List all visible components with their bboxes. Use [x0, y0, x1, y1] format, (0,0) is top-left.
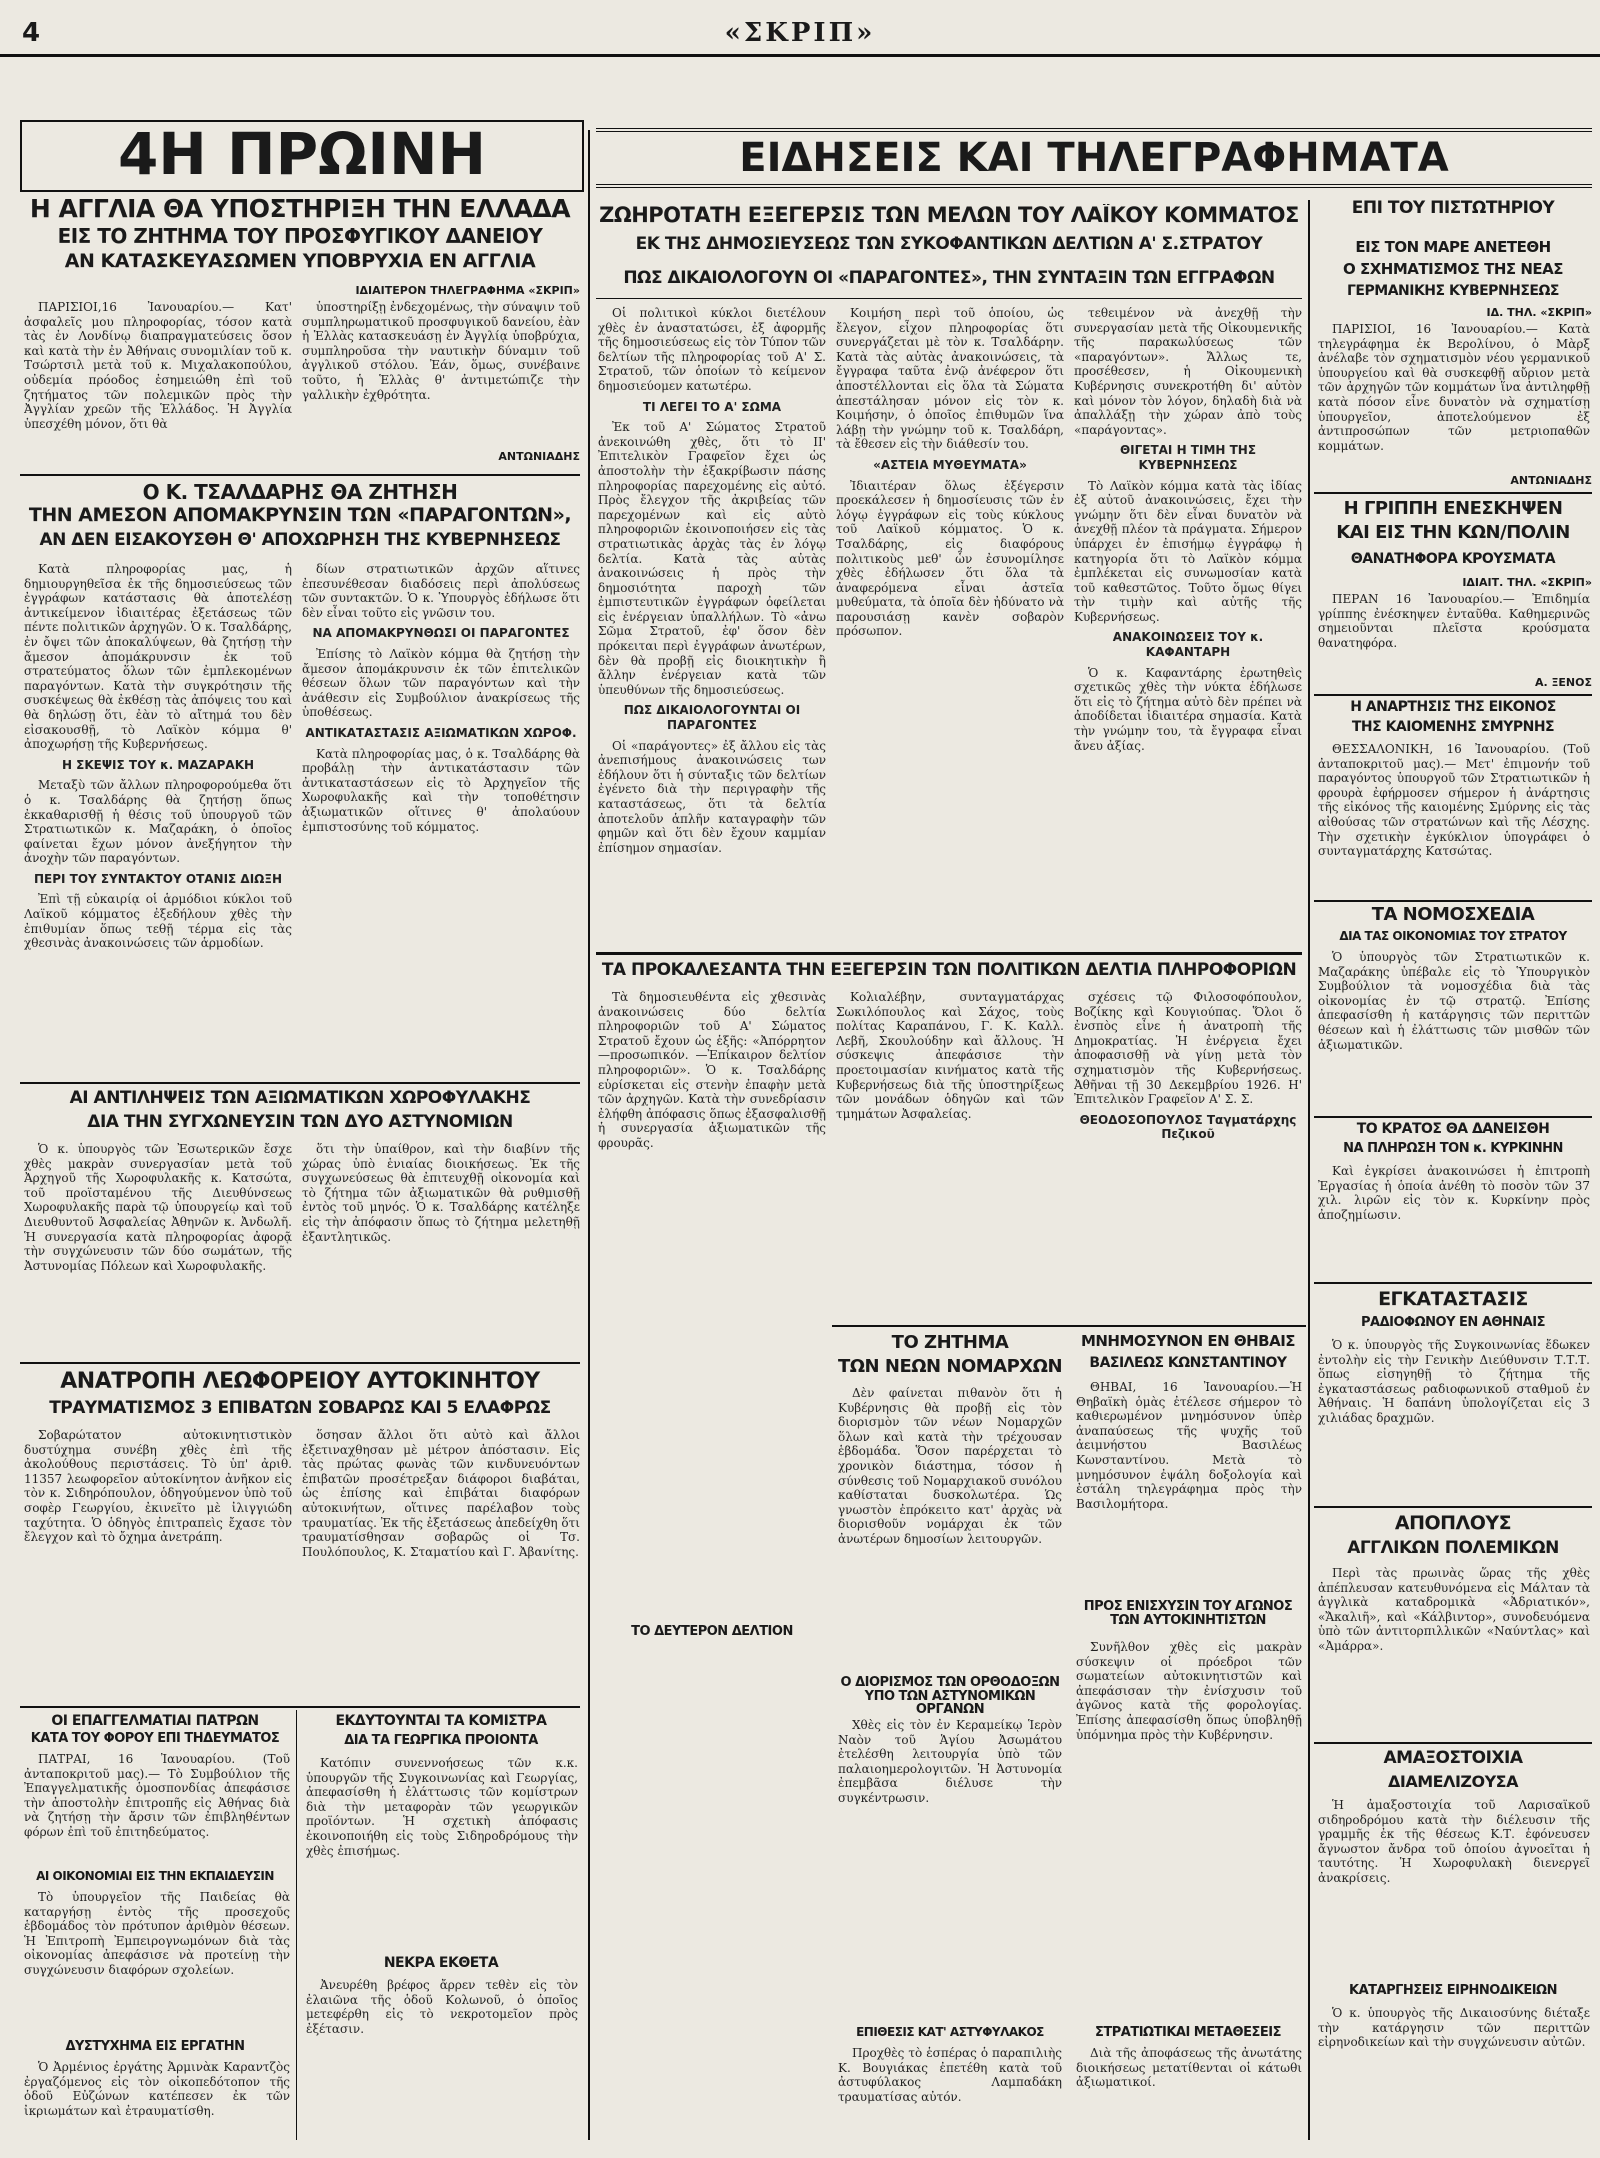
byline: ΙΔΙΑΙΤ. ΤΗΛ. «ΣΚΡΙΠ»	[1462, 576, 1592, 589]
rail-subheadline: ΔΙΑΜΕΛΙΖΟΥΣΑ	[1387, 1774, 1518, 1791]
divider	[1314, 492, 1592, 494]
subheading: ΠΩΣ ΔΙΚΑΙΟΛΟΓΟΥΝΤΑΙ ΟΙ ΠΑΡΑΓΟΝΤΕΣ	[623, 703, 801, 733]
paragraph: Οἱ «παράγοντες» ἐξ ἄλλου εἰς τὰς ἀνεπισήμους ἀνακοινώσεις των ἐδήλουν ὅτι ἡ σύνταξις τῶν δελτίων ἐγένετο διὰ τὴν περιγραφὴν τῆς καταστάσεως, ὅτι τὰ δελτία ἀποτελοῦν ἁπλῆν καταγραφὴν τῶν φημῶν καὶ ὅτι δὲν ἔχουν καμμίαν ἐπίσημον σημασίαν.	[598, 738, 826, 855]
divider	[20, 1082, 580, 1084]
divider	[1314, 1506, 1592, 1508]
bus-headline: ΑΝΑΤΡΟΠΗ ΛΕΩΦΟΡΕΙΟΥ ΑΥΤΟΚΙΝΗΤΟΥ	[60, 1370, 540, 1394]
article-text	[1318, 742, 1590, 892]
article-text	[598, 990, 826, 1620]
divider	[20, 474, 580, 476]
article-text	[24, 1142, 292, 1352]
lead-subheadline: ΕΙΣ ΤΟ ΖΗΤΗΜΑ ΤΟΥ ΠΡΟΣΦΥΓΙΚΟΥ ΔΑΝΕΙΟΥ	[57, 226, 543, 247]
state-subheadline: ΝΑ ΠΛΗΡΩΣΗ ΤΟΝ κ. ΚΥΡΚΙΝΗΝ	[1343, 1142, 1563, 1156]
paragraph: Κατόπιν συνεννοήσεως τῶν κ.κ. ὑπουργῶν τῆς Συγκοινωνίας καὶ Γεωργίας, ἀπεφασίσθη ἡ ἐλάττωσις τῶν κομίστρων διὰ τὴν μεταφορὰν τῶν γεωργικῶν προϊόντων. Ἡ σχετικὴ ἀπόφασις ἐκοινοποιήθη εἰς τοὺς Σιδηροδρόμους τὴν χθὲς ἐπισήμως.	[306, 1756, 578, 1858]
icon-headline: Η ΑΝΑΡΤΗΣΙΣ ΤΗΣ ΕΙΚΟΝΟΣ	[1350, 700, 1556, 715]
paragraph: ΘΕΣΣΑΛΟΝΙΚΗ, 16 Ἰανουαρίου. (Τοῦ ἀνταποκριτοῦ μας).— Μετ' ἐπιμονήν τοῦ παραγόντος ὑπουργοῦ τῶν Στρατιωτικῶν ἡ φρουρὰ ἐφήρμοσεν σήμερον ἡ ἀνάρτησις τῆς εἰκόνος τῆς καιομένης Σμύρνης εἰς τὰς αἰθούσας τῶν στρατώνων καὶ τῆς Λέσχης. Τὴν σχετικὴν ἐγκύκλιον ὑπογράφει ὁ συνταγματάρχης Κατσώτας.	[1318, 742, 1590, 859]
assault-headline: ΕΠΙΘΕΣΙΣ ΚΑΤ' ΑΣΤΥΦΥΛΑΚΟΣ	[856, 2026, 1044, 2039]
courts-headline: ΚΑΤΑΡΓΗΣΕΙΣ ΕΙΡΗΝΟΔΙΚΕΙΩΝ	[1349, 1984, 1557, 1998]
divider	[1070, 1325, 1306, 1327]
divider	[20, 1362, 580, 1364]
paragraph: ὑποστηρίξῃ ἐνδεχομένως, τὴν σύναψιν τοῦ συμπληρωματικοῦ προσφυγικοῦ δανείου, ἐὰν ἡ Ἑλλὰς κατασκευάσῃ ἐν Ἀγγλίᾳ ὑποβρύχια, συμπληροῦσα τὴν ναυτικὴν δύναμιν τοῦ ἀγγλικοῦ στόλου. Ἐάν, ὅμως, συνέβαινε τοῦτο, ἡ Ἑλλὰς θ' ἀντιμετώπιζε τὴν γαλλικὴν ἐχθρότητα.	[302, 300, 580, 402]
subheading: ΘΙΓΕΤΑΙ Η ΤΙΜΗ ΤΗΣ ΚΥΒΕΡΝΗΣΕΩΣ	[1119, 443, 1257, 472]
article-text	[1318, 592, 1590, 672]
fares-subheadline: ΔΙΑ ΤΑ ΓΕΩΡΓΙΚΑ ΠΡΟΪΟΝΤΑ	[344, 1734, 538, 1748]
workers-headline: ΔΥΣΤΥΧΗΜΑ ΕΙΣ ΕΡΓΑΤΗΝ	[65, 2040, 245, 2054]
byline: ΙΔΙΑΙΤΕΡΟΝ ΤΗΛΕΓΡΑΦΗΜΑ «ΣΚΡΙΠ»	[355, 284, 580, 297]
paragraph: Ἐπίσης τὸ Λαϊκὸν κόμμα θὰ ζητήσῃ τὴν ἄμεσον ἀπομάκρυνσιν ἐκ τῶν ἐπιτελικῶν θέσεων ὅλων τῶν παραγόντων καὶ τὴν ἀνάθεσιν εἰς Συμβούλιον ἀνακρίσεως τῆς ὑποθέσεως.	[302, 646, 580, 720]
laws-headline: ΤΑ ΝΟΜΟΣΧΕΔΙΑ	[1371, 906, 1535, 925]
divider	[832, 1325, 1072, 1327]
bus-subheadline: ΤΡΑΥΜΑΤΙΣΜΟΣ 3 ΕΠΙΒΑΤΩΝ ΣΟΒΑΡΩΣ ΚΑΙ 5 ΕΛΑΦΡΩΣ	[49, 1400, 551, 1418]
radio-subheadline: ΡΑΔΙΟΦΩΝΟΥ ΕΝ ΑΘΗΝΑΙΣ	[1361, 1316, 1545, 1330]
divider	[1314, 1116, 1592, 1118]
drivers-headline: ΠΡΟΣ ΕΝΙΣΧΥΣΙΝ ΤΟΥ ΑΓΩΝΟΣ ΤΩΝ ΑΥΤΟΚΙΝΗΤΙΣΤΩΝ	[1083, 1600, 1293, 1628]
article-text	[838, 2046, 1062, 2138]
article-text	[1318, 1338, 1590, 1498]
article-text	[302, 300, 580, 446]
paragraph: Ἀνευρέθη βρέφος ἄρρεν τεθὲν εἰς τὸν ἐλαιῶνα τῆς ὁδοῦ Κολωνοῦ, ὁ ὁποῖος μετεφέρθη εἰς τὸ νεκροτομεῖον πρὸς ἐξέτασιν.	[306, 1978, 578, 2036]
paragraph: Ὁ κ. ὑπουργὸς τῆς Συγκοινωνίας ἔδωκεν ἐντολὴν εἰς τὴν Γενικὴν Διεύθυνσιν Τ.Τ.Τ. ὅπως εἰσηγηθῇ τὸ ζήτημα τῆς ἐγκαταστάσεως ραδιοφωνικοῦ σταθμοῦ ἐν Ἀθήναις. Ἡ δαπάνη ὑπολογίζεται εἰς 3 χιλιάδας δραχμῶν.	[1318, 1338, 1590, 1425]
paragraph: Ὁ Ἀρμένιος ἐργάτης Ἀρμινὰκ Καραντζὸς ἐργαζόμενος εἰς τὸν οἰκοπεδότοπον τῆς ὁδοῦ Εὐζώνων κατέπεσεν ἐκ τῶν ἰκριωμάτων καὶ ἐτραυματίσθη.	[24, 2060, 290, 2118]
divider	[1314, 900, 1592, 902]
paragraph: Δὲν φαίνεται πιθανὸν ὅτι ἡ Κυβέρνησις θὰ προβῇ εἰς τὸν διορισμὸν τῶν νέων Νομαρχῶν ὅλων καὶ κατὰ τὴν τρέχουσαν ἑβδομάδα. Ὅσον παρέρχεται τὸ χρονικὸν διάστημα, τόσον ἡ σύνθεσις τοῦ Νομαρχιακοῦ συνόλου καθίσταται δυσκολωτέρα. Ὡς γνωστὸν ἐπρόκειτο κατ' ἀρχὰς νὰ διορισθοῦν νομάρχαι ἐκ τῶν ἀνωτέρων δημοσίων λειτουργῶν.	[838, 1386, 1062, 1546]
divider	[596, 952, 1302, 955]
article-text	[1076, 2046, 1302, 2138]
article-text	[1318, 1566, 1590, 1736]
subheading: ΝΑ ΑΠΟΜΑΚΡΥΝΘΩΣΙ ΟΙ ΠΑΡΑΓΟΝΤΕΣ	[312, 626, 570, 641]
article-text	[24, 1890, 290, 2030]
article-text	[836, 306, 1064, 946]
paragraph: δίων στρατιωτικῶν ἀρχῶν αἵτινες ἐπεσυνέθεσαν διαδόσεις περὶ ἀπολύσεως τῶν συντακτῶν. Ὁ κ. Ὑπουργὸς ἐδήλωσε ὅτι δὲν εἶναι τοῦτο εἰς γνῶσιν του.	[302, 562, 580, 620]
article-text	[306, 1756, 578, 1946]
patras-subheadline: ΚΑΤΑ ΤΟΥ ΦΟΡΟΥ ΕΠΙ ΤΗΔΕΥΜΑΤΟΣ	[30, 1732, 280, 1746]
paragraph: Ὁ κ. ὑπουργὸς τῶν Ἐσωτερικῶν ἔσχε χθὲς μακρὰν συνεργασίαν μετὰ τοῦ Ἀρχηγοῦ τῆς Χωροφυλακῆς κ. Κατσώτα, τοῦ προϊσταμένου τῆς Διευθύνσεως Χωροφυλακῆς παρὰ τῷ ὑπουργείῳ καὶ τοῦ Διευθυντοῦ Ἀσφαλείας Ἀθηνῶν κ. Ἀνδωλῆ. Ἡ συνεργασία κατὰ πληροφορίας ἀφορᾷ τὴν συγχώνευσιν τῶν δύο σωμάτων, τῆς Ἀστυνομίας Πόλεων καὶ Χωροφυλακῆς.	[24, 1142, 292, 1273]
article-text	[302, 562, 580, 1076]
article-text	[306, 1978, 578, 2138]
paragraph: Κοιμήση περὶ τοῦ ὁποίου, ὡς ἔλεγον, εἶχον πληροφορίας ὅτι συνεργάζεται μὲ τὸν κ. Τσαλδάρην. Κατὰ τὰς αὐτὰς ἀνακοινώσεις, τὰ ἔγγραφα ταῦτα ἐνῷ ἀνέφερον ὅτι ἀποστέλλονται εἰς ὅλα τὰ Σώματα ἀπεστάλησαν μόνον εἰς τὸν κ. Κοιμήσην, ὁ ὁποῖος ἐπιθυμῶν ἵνα λάβῃ τὴν γνώμην τοῦ κ. Τσαλδάρη, τὰ ἔθεσεν εἰς τὴν διάθεσίν του.	[836, 306, 1064, 452]
second-bulletin-heading: ΤΟ ΔΕΥΤΕΡΟΝ ΔΕΛΤΙΟΝ	[631, 1625, 793, 1639]
paragraph: Τὸ ὑπουργεῖον τῆς Παιδείας θὰ καταργήσῃ ἐντὸς τῆς προσεχοῦς ἑβδομάδος τὸν πρότυπον ἀριθμὸν θέσεων. Ἡ Ἐπιτροπὴ Ἐμπειρογνωμόνων διὰ τὰς οἰκονομίας ἀπεφάσισε νὰ προτείνῃ τὴν συγχώνευσιν διαφόρων σχολείων.	[24, 1890, 290, 1977]
article-text	[24, 2060, 290, 2140]
nomarchs-subheadline: ΤΩΝ ΝΕΩΝ ΝΟΜΑΡΧΩΝ	[837, 1358, 1063, 1377]
paragraph: Καὶ ἐγκρίσει ἀνακοινώσει ἡ ἐπιτροπὴ Ἐργασίας ἡ ὁποία ἀνέθη τὸ ποσὸν τῶν 37 χιλ. λιρῶν εἰς τὸν κ. Κυρκίνην πρὸς ἀποζημίωσιν.	[1318, 1164, 1590, 1222]
gendarmerie-headline: ΑΙ ΑΝΤΙΛΗΨΕΙΣ ΤΩΝ ΑΞΙΩΜΑΤΙΚΩΝ ΧΩΡΟΦΥΛΑΚΗΣ	[69, 1090, 531, 1108]
article-text	[1074, 306, 1302, 946]
subheading: ΠΕΡΙ ΤΟΥ ΣΥΝΤΑΚΤΟΥ ΟΤΑΝΙΣ ΔΙΩΞΗ	[33, 871, 283, 886]
divider	[1314, 1282, 1592, 1284]
paragraph: Ἐπὶ τῇ εὐκαιρίᾳ οἱ ἁρμόδιοι κύκλοι τοῦ Λαϊκοῦ κόμματος ἐξεδήλουν χθὲς τὴν ἐπιθυμίαν ὅπως τεθῇ τέρμα εἰς τὰς χθεσινὰς ἀνακοινώσεις τῶν ἁρμοδίων.	[24, 892, 292, 951]
radio-headline: ΕΓΚΑΤΑΣΤΑΣΙΣ	[1378, 1290, 1528, 1310]
article-text	[1318, 1798, 1590, 1978]
signature: ΑΝΤΩΝΙΑΔΗΣ	[1510, 474, 1592, 487]
article-text	[24, 300, 292, 468]
article-text	[1318, 1164, 1590, 1274]
tsaldaris-subheadline: ΤΗΝ ΑΜΕΣΟΝ ΑΠΟΜΑΚΡΥΝΣΙΝ ΤΩΝ «ΠΑΡΑΓΟΝΤΩΝ»,	[28, 506, 572, 526]
column-rule	[1308, 200, 1310, 2140]
icon-subheadline: ΤΗΣ ΚΑΙΟΜΕΝΗΣ ΣΜΥΡΝΗΣ	[1351, 720, 1555, 735]
center-lead-subheadline: ΕΚ ΤΗΣ ΔΗΜΟΣΙΕΥΣΕΩΣ ΤΩΝ ΣΥΚΟΦΑΝΤΙΚΩΝ ΔΕΛΤΙΩΝ Α' Σ.ΣΤΡΑΤΟΥ	[635, 236, 1263, 254]
article-text	[24, 1428, 292, 1698]
nomarchs-headline: ΤΟ ΖΗΤΗΜΑ	[891, 1334, 1009, 1353]
paragraph: Ὁ κ. ὑπουργὸς τῆς Δικαιοσύνης διέταξε τὴν κατάργησιν τῶν περιττῶν εἰρηνοδικείων καὶ τὴν συγχώνευσιν αὐτῶν.	[1318, 2006, 1590, 2050]
laws-subheadline: ΔΙΑ ΤΑΣ ΟΙΚΟΝΟΜΙΑΣ ΤΟΥ ΣΤΡΑΤΟΥ	[1339, 930, 1567, 943]
center-lead-headline: ΖΩΗΡΟΤΑΤΗ ΕΞΕΓΕΡΣΙΣ ΤΩΝ ΜΕΛΩΝ ΤΟΥ ΛΑΪΚΟΥ ΚΟΜΜΑΤΟΣ	[599, 204, 1299, 227]
paragraph: Κατὰ πληροφορίας μας, ὁ κ. Τσαλδάρης θὰ προβάλῃ τὴν ἀντικατάστασιν τῶν ἀντικαταστάσεων εἰς τὸ Ἀρχηγεῖον τῆς Χωροφυλακῆς καὶ τὴν τοποθέτησιν ἀξιωματικῶν οἵτινες θ' ἀπολαύουν ἐμπιστοσύνης τοῦ κόμματος.	[302, 746, 580, 834]
paragraph: Τὸ Λαϊκὸν κόμμα κατὰ τὰς ἰδίας ἐξ αὐτοῦ ἀνακοινώσεις, ἔχει τὴν γνώμην ὅτι δὲν εἶναι δυνατὸν νὰ ἀνεχθῇ πλέον τὰ πράγματα. Σήμερον ὑπάρχει ἐν ἐπισήμῳ ἐγγράφῳ ἡ κατηγορία ὅτι τὸ Λαϊκὸν κόμμα ἐμπλέκεται εἰς συνωμοσίαν κατὰ τοῦ καθεστῶτος. Τοῦτο ὅμως θίγει τὴν τιμὴν καὶ αὐτῆς τῆς Κυβερνήσεως.	[1074, 478, 1302, 624]
article-text	[1076, 1640, 1302, 2010]
divider	[20, 1706, 580, 1708]
center-lead-subheadline: ΠΩΣ ΔΙΚΑΙΟΛΟΓΟΥΝ ΟΙ «ΠΑΡΑΓΟΝΤΕΣ», ΤΗΝ ΣΥΝΤΑΞΙΝ ΤΩΝ ΕΓΓΡΑΦΩΝ	[623, 270, 1275, 288]
paragraph: Ὁ κ. Καφαντάρης ἐρωτηθεὶς σχετικῶς χθὲς τὴν νύκτα ἐδήλωσε ὅτι εἰς τὸ ζήτημα αὐτὸ δὲν πρέπει νὰ ἀποδίδεται ἰδιαιτέρα σημασία. Κατὰ τὴν γνώμην του, τὰ ἔγγραφα εἶναι ἄνευ ἀξίας.	[1074, 665, 1302, 753]
divider	[1314, 694, 1592, 696]
article-text	[838, 1386, 1062, 1656]
paragraph: Συνῆλθον χθὲς εἰς μακρὰν σύσκεψιν οἱ πρόεδροι τῶν σωματείων αὐτοκινητιστῶν καὶ ἀπεφάσισαν τὴν ἐνίσχυσιν τοῦ ἀγῶνος κατὰ τῆς φορολογίας. Ἐπίσης ἀπεφασίσθη ὅπως ὑποβληθῇ ὑπόμνημα πρὸς τὴν Κυβέρνησιν.	[1076, 1640, 1302, 1742]
paragraph: Κολιαλέβην, συνταγματάρχας Σωκιλόπουλος καὶ Σάχος, τοὺς πολίτας Καραπάνου, Γ. Κ. Καλλ. Λεβῆ, Σκουλούδην καὶ ἄλλους. Ἡ σύσκεψις ἀπεφάσισε τὴν προετοιμασίαν κινήματος κατὰ τῆς Κυβερνήσεως διὰ τῆς ὑποστηρίξεως τῶν μονάδων ὁδηγῶν καὶ τῶν τμημάτων Ἀσφαλείας.	[836, 990, 1064, 1121]
paragraph: ΠΑΤΡΑΙ, 16 Ἰανουαρίου. (Τοῦ ἀνταποκριτοῦ μας).— Τὸ Συμβούλιον τῆς Ἐπαγγελματικῆς ὁμοσπονδίας ἀπεφάσισε τὴν ἀποστολὴν ἐπιτροπῆς εἰς Ἀθήνας διὰ νὰ ζητήσῃ τὴν ἄρσιν τῶν ἐπιβληθέντων φόρων ἐπὶ τοῦ ἐπιτηδεύματος.	[24, 1752, 290, 1839]
article-text	[838, 1718, 1062, 1938]
subheading: Η ΣΚΕΨΙΣ ΤΟΥ κ. ΜΑΖΑΡΑΚΗ	[61, 757, 255, 772]
bank-subheadline: ΓΕΡΜΑΝΙΚΗΣ ΚΥΒΕΡΝΗΣΕΩΣ	[1347, 284, 1559, 299]
foundling-headline: ΝΕΚΡΑ ΕΚΘΕΤΑ	[383, 1956, 499, 1971]
signature: Α. ΞΕΝΟΣ	[1534, 676, 1592, 689]
article-text	[1074, 990, 1302, 1320]
tsaldaris-subheadline: ΑΝ ΔΕΝ ΕΙΣΑΚΟΥΣΘΗ Θ' ΑΠΟΧΩΡΗΣΗ ΤΗΣ ΚΥΒΕΡΝΗΣΕΩΣ	[39, 532, 561, 550]
flu-subheadline: ΚΑΙ ΕΙΣ ΤΗΝ ΚΩΝ/ΠΟΛΙΝ	[1336, 524, 1570, 543]
masthead	[0, 18, 1600, 57]
thebes-headline: ΜΝΗΜΟΣΥΝΟΝ ΕΝ ΘΗΒΑΙΣ	[1080, 1334, 1296, 1350]
article-text	[1318, 2006, 1590, 2138]
tsaldaris-headline: Ο Κ. ΤΣΑΛΔΑΡΗΣ ΘΑ ΖΗΤΗΣΗ	[142, 482, 458, 503]
paragraph: Οἱ πολιτικοὶ κύκλοι διετέλουν χθὲς ἐν ἀναστατώσει, ἐξ ἀφορμῆς τῆς δημοσιεύσεως εἰς τὸν Τύπον τῶν δελτίων τῆς πληροφορίας τοῦ Α' Σ. Στρατοῦ, τῶν ὁποίων τὸ κείμενον δημοσιεύομεν κατωτέρω.	[598, 306, 826, 393]
transfers-headline: ΣΤΡΑΤΙΩΤΙΚΑΙ ΜΕΤΑΘΕΣΕΙΣ	[1095, 2026, 1281, 2040]
thebes-subheadline: ΒΑΣΙΛΕΩΣ ΚΩΝΣΤΑΝΤΙΝΟΥ	[1089, 1356, 1287, 1371]
paragraph: σχέσεις τῷ Φιλοσοφόπουλον, Βοζίκης καὶ Κουγιούπας. Ὅλοι ὅ ἐνσπὸς εἶνε ἡ ἀνατροπὴ τῆς Δημοκρατίας. Ἡ ἐνέργεια ἔχει ἀποφασισθῇ νὰ γίνῃ μετὰ τὸν σχηματισμὸν τῆς Κυβερνήσεως. Ἀθῆναι τῇ 30 Δεκεμβρίου 1926. Η' Ἐπιτελικὸν Γραφεῖον Α' Σ. Σ.	[1074, 990, 1302, 1107]
rail-headline: ΑΜΑΞΟΣΤΟΙΧΙΑ	[1383, 1750, 1523, 1768]
paragraph: τεθειμένον νὰ ἀνεχθῇ τὴν συνεργασίαν μετὰ τῆς Οἰκουμενικῆς τῆς παρακωλύσεως τῶν «παραγόντων». Ἄλλως τε, προσέθεσεν, ἡ Οἰκουμενικὴ Κυβέρνησις συνεκροτήθη δι' αὐτὸν καὶ μόνον τὸν λόγον, δηλαδὴ διὰ νὰ ἀπαλλάξῃ τὴν χώραν ἀπὸ τοὺς «παράγοντας».	[1074, 306, 1302, 437]
economy-headline: ΑΙ ΟΙΚΟΝΟΜΙΑΙ ΕΙΣ ΤΗΝ ΕΚΠΑΙΔΕΥΣΙΝ	[36, 1870, 274, 1883]
paragraph: Μεταξὺ τῶν ἄλλων πληροφορούμεθα ὅτι ὁ κ. Τσαλδάρης θὰ ζητήσῃ ὅπως ἐκκαθαρισθῇ ἡ θέσις τοῦ ὑπουργοῦ τῶν Στρατιωτικῶν κ. Μαζαράκη, ὁ ὁποῖος φαίνεται ἔχων μόνον ἀνεξήγητον τὴν ἀνοχὴν τῶν παραγόντων.	[24, 778, 292, 866]
paragraph: ὅσησαν ἄλλοι ὅτι αὐτὸ καὶ ἄλλοι ἐξετιναχθησαν μὲ μέτρον ἀπόστασιν. Εἰς τὰς πρώτας φωνὰς τῶν κινδυνευόντων ἐπιβατῶν προσέτρεξαν διάφοροι διαβάται, ὡς ἐπίσης καὶ ἐπιβάται διαφόρων αὐτοκινήτων, οἵτινες παρέλαβον τοὺς τραυματίας. Ἐκ τῆς ἐξετάσεως ἀπεδείχθη ὅτι τραυματίσθησαν σοβαρῶς οἱ Τσ. Πουλόπουλος, Κ. Σταματίου καὶ Γ. Ἀβανίτης.	[302, 1428, 580, 1559]
bank-headline: ΕΠΙ ΤΟΥ ΠΙΣΤΩΤΗΡΙΟΥ	[1351, 200, 1555, 218]
article-text	[302, 1428, 580, 1698]
orthodox-headline: Ο ΔΙΟΡΙΣΜΟΣ ΤΩΝ ΟΡΘΟΔΟΞΩΝ ΥΠΟ ΤΩΝ ΑΣΤΥΝΟΜΙΚΩΝ ΟΡΓΑΝΩΝ	[840, 1676, 1060, 1717]
signature: ΑΝΤΩΝΙΑΔΗΣ	[498, 450, 580, 463]
paragraph: Ἐκ τοῦ Α' Σώματος Στρατοῦ ἀνεκοινώθη χθὲς, ὅτι τὸ ΙΙ' Ἐπιτελικὸν Γραφεῖον ἔχει ὡς ἀποστολὴν τὴν ἐξακρίβωσιν πάσης πληροφορίας παρεχομένης εἰς αὐτό. Πρὸς ἔλεγχον τῆς ἀκριβείας τῶν παρεχομένων καὶ εἰς αὐτὸ πληροφοριῶν ἐκοινοποιήσεν εἰς τὰς στρατιωτικὰς ἀρχὰς τὰς ἐν λόγῳ δελτία. Κατὰ τὰς αὐτὰς ἀνακοινώσεις ἡ πρὸς τὴν δημοσιότητα παροχὴ τῶν ἐμπιστευτικῶν ἐγγράφων ὀφείλεται εἰς ἐνέργειαν ὑπαλλήλων. Τὸ «ἀνω Σῶμα Στρατοῦ, ἐφ' ὅσον δὲν πρόκειται περὶ ἐγγράφων ἀνωτέρων, δὲν θὰ προβῇ εἰς διοικητικὴν ἢ ἄλλην ἐνέργειαν κατὰ τῶν ὑπευθύνων τῆς δημοσιεύσεως.	[598, 420, 826, 697]
flu-subheadline: ΘΑΝΑΤΗΦΟΡΑ ΚΡΟΥΣΜΑΤΑ	[1350, 552, 1556, 567]
divider	[1314, 1742, 1592, 1744]
byline: ΙΔ. ΤΗΛ. «ΣΚΡΙΠ»	[1486, 306, 1592, 319]
subheading: ΑΝΑΚΟΙΝΩΣΕΙΣ ΤΟΥ κ. ΚΑΦΑΝΤΑΡΗ	[1112, 630, 1264, 660]
subheading: ΤΙ ΛΕΓΕΙ ΤΟ Α' ΣΩΜΑ	[642, 399, 782, 414]
article-text	[24, 562, 292, 1076]
news-banner: ΕΙΔΗΣΕΙΣ ΚΑΙ ΤΗΛΕΓΡΑΦΗΜΑΤΑ	[596, 128, 1592, 188]
warships-headline: ΑΠΟΠΛΟΥΣ	[1394, 1514, 1512, 1534]
article-text	[598, 306, 826, 946]
page-number: 4	[22, 18, 41, 48]
article-text	[1076, 1380, 1302, 1590]
article-text	[302, 1142, 580, 1352]
patras-headline: ΟΙ ΕΠΑΓΓΕΛΜΑΤΙΑΙ ΠΑΤΡΩΝ	[51, 1714, 259, 1729]
article-text	[1318, 950, 1590, 1110]
subheading: ΑΝΤΙΚΑΤΑΣΤΑΣΙΣ ΑΞΙΩΜΑΤΙΚΩΝ ΧΩΡΟΦ.	[305, 725, 577, 740]
subheading: «ΑΣΤΕΙΑ ΜΥΘΕΥΜΑΤΑ»	[873, 457, 1027, 472]
paragraph: ὅτι τὴν ὑπαίθρον, καὶ τὴν διαβίνν τῆς χώρας ὑπὸ ἑνιαίας διοικήσεως. Ἐκ τῆς συγχωνεύσεως θὰ ἐπιτευχθῇ οἰκονομία καὶ τὸ ζήτημα τῶν ἀξιωματικῶν θὰ ρυθμισθῇ ἐντὸς τοῦ μηνός. Ὁ κ. Τσαλδάρης κατέληξε εἰς τὴν ἀπόφασιν ὅπως τὸ ζήτημα μελετηθῇ ἐξαντλητικῶς.	[302, 1142, 580, 1244]
paragraph: Χθὲς εἰς τὸν ἐν Κεραμείκῳ Ἱερὸν Ναὸν τοῦ Ἁγίου Ἀσωμάτου ἐτελέσθη λειτουργία ὑπὸ τῶν παλαιοημερολογιτῶν. Ἡ Ἀστυνομία ἐπεμβᾶσα διέλυσε τὴν συγκέντρωσιν.	[838, 1718, 1062, 1805]
article-text	[24, 1752, 290, 1862]
column-rule	[296, 1710, 297, 2140]
paragraph: Τὰ δημοσιευθέντα εἰς χθεσινὰς ἀνακοινώσεις δύο δελτία πληροφοριῶν τοῦ Α' Σώματος Στρατοῦ ἔχουν ὡς ἑξῆς: «Ἀπόρρητον —προσωπικόν. —Ἐπίκαιρον δελτίον πληροφοριῶν». Ὁ κ. Τσαλδάρης εὑρίσκεται εἰς στενὴν ἐπαφὴν μετὰ τῶν ἀρχηγῶν. Κατὰ τὴν συνεδρίασιν ἐλήφθη ἀπόφασις ὅπως ἐξασφαλισθῇ ἡ συνεργασία ἀξιωματικῶν τῆς φρουρᾶς.	[598, 990, 826, 1150]
article-text	[1318, 322, 1590, 472]
documents-headline: ΤΑ ΠΡΟΚΑΛΕΣΑΝΤΑ ΤΗΝ ΕΞΕΓΕΡΣΙΝ ΤΩΝ ΠΟΛΙΤΙΚΩΝ ΔΕΛΤΙΑ ΠΛΗΡΟΦΟΡΙΩΝ	[601, 962, 1297, 980]
paper-name: «ΣΚΡΙΠ»	[724, 18, 876, 48]
fares-headline: ΕΚΔΥΤΟΥΝΤΑΙ ΤΑ ΚΟΜΙΣΤΡΑ	[335, 1714, 547, 1729]
paragraph: Σοβαρώτατον αὐτοκινητιστικὸν δυστύχημα συνέβη χθὲς ἐπὶ τῆς ἀκολούθους περιστάσεις. Τὸ ὑπ' ἀριθ. 11357 λεωφορεῖον αὐτοκίνητον ἀνῆκον εἰς τὸν κ. Σιδηρόπουλον, ὁδηγούμενον ὑπὸ τοῦ σοφὲρ Γεωργίου, ἐκινεῖτο μὲ ἰλιγγιώδη ταχύτητα. Ὁ ὁδηγὸς ἐπιτραπεὶς ἔχασε τὸν ἔλεγχον καὶ τὸ ὄχημα ἀνετράπη.	[24, 1428, 292, 1545]
lead-subheadline: ΑΝ ΚΑΤΑΣΚΕΥΑΣΩΜΕΝ ΥΠΟΒΡΥΧΙΑ ΕΝ ΑΓΓΛΙΑ	[64, 252, 536, 272]
paragraph: Ἡ ἀμαξοστοιχία τοῦ Λαρισαϊκοῦ σιδηροδρόμου κατὰ τὴν διέλευσιν τῆς γραμμῆς ἐκ τῆς θέσεως Κ.Τ. ἐφόνευσεν ἄγνωστον ἄνδρα τοῦ ὁποίου ἀγνοεῖται ἡ ταυτότης. Ἡ Χωροφυλακὴ διενεργεῖ ἀνακρίσεις.	[1318, 1798, 1590, 1885]
section-title: 4Η ΠΡΩΙΝΗ	[20, 120, 584, 192]
paragraph: Κατὰ πληροφορίας μας, ἡ δημιουργηθεῖσα ἐκ τῆς δημοσιεύσεως τῶν ἐγγράφων κατάστασις θὰ ἀποτελέσῃ ἀντικείμενον ἰδιαιτέρας ἐξετάσεως τῶν πέντε πολιτικῶν ἀρχηγῶν. Ὁ κ. Τσαλδάρης, ἐν ὄψει τῶν ἀποκαλύψεων, θὰ ζητήσῃ τὴν ἄμεσον ἀπομάκρυνσιν ἐκ τοῦ στρατεύματος ὅλων τῶν ἐμπλεκομένων παραγόντων. Κατὰ τὴν συγκρότησιν τῆς συσκέψεως θὰ ἐκθέσῃ τὰς ἀπόψεις του καὶ θὰ δηλώσῃ ὅτι, ἐὰν τὸ αἴτημά του δὲν εἰσακουσθῇ, τὸ Λαϊκὸν κόμμα θ' ἀποχωρήσῃ τῆς Κυβερνήσεως.	[24, 562, 292, 752]
bank-subheadline: ΕΙΣ ΤΟΝ ΜΑΡΕ ΑΝΕΤΕΘΗ	[1355, 240, 1551, 256]
flu-headline: Η ΓΡΙΠΠΗ ΕΝΕΣΚΗΨΕΝ	[1343, 500, 1563, 519]
column-rule	[588, 130, 590, 2140]
divider	[596, 298, 1302, 299]
bank-subheadline: Ο ΣΧΗΜΑΤΙΣΜΟΣ ΤΗΣ ΝΕΑΣ	[1343, 262, 1563, 278]
gendarmerie-subheadline: ΔΙΑ ΤΗΝ ΣΥΓΧΩΝΕΥΣΙΝ ΤΩΝ ΔΥΟ ΑΣΤΥΝΟΜΙΩΝ	[87, 1114, 513, 1132]
paragraph: ΘΗΒΑΙ, 16 Ἰανουαρίου.—Ἡ Θηβαϊκὴ ὁμὰς ἐτέλεσε σήμερον τὸ καθιερωμένον μνημόσυνον ὑπὲρ ἀναπαύσεως τῆς ψυχῆς τοῦ ἀειμνήστου Βασιλέως Κωνσταντίνου. Μετὰ τὸ μνημόσυνον ἐψάλη δοξολογία καὶ ἐστάλη τηλεγράφημα πρὸς τὴν Βασιλομήτορα.	[1076, 1380, 1302, 1511]
paragraph: Ἰδιαιτέραν ὅλως ἐξέγερσιν προεκάλεσεν ἡ δημοσίευσις τῶν ἐν λόγῳ ἐγγράφων εἰς τοὺς κύκλους τοῦ Λαϊκοῦ κόμματος. Ὁ κ. Τσαλδάρης, εἰς διαφόρους πολιτικοὺς μεθ' ὧν ἐσυνομίλησε χθὲς ἐδήλωσεν ὅτι ὅλα τὰ ἀναφερόμενα εἶναι ἀστεῖα μυθεύματα, τὰ ὁποῖα δὲν ἠδύνατο νὰ παρουσιάσῃ κανὲν σοβαρὸν πρόσωπον.	[836, 478, 1064, 639]
paragraph: Διὰ τῆς ἀποφάσεως τῆς ἀνωτάτης διοικήσεως μετατίθενται οἱ κάτωθι ἀξιωματικοί.	[1076, 2046, 1302, 2090]
paragraph: Περὶ τὰς πρωινὰς ὥρας τῆς χθὲς ἀπέπλευσαν κατευθυνόμενα εἰς Μάλταν τὰ ἀγγλικὰ καταδρομικὰ «Ἀδριατικόν», «Ἄκαλιῆ», καὶ «Κάλβιντορ», συνοδευόμενα ὑπὸ τῶν ἀντιτορπιλλικῶν «Ναύντλας» καὶ «Ἀμάρρα».	[1318, 1566, 1590, 1653]
paragraph: Προχθὲς τὸ ἑσπέρας ὁ παραπιλιὴς Κ. Βουγιάκας ἐπετέθη κατὰ τοῦ ἀστυφύλακος Λαμπαδάκη τραυματίσας αὐτόν.	[838, 2046, 1062, 2104]
state-headline: ΤΟ ΚΡΑΤΟΣ ΘΑ ΔΑΝΕΙΣΘΗ	[1356, 1122, 1550, 1137]
lead-headline: Η ΑΓΓΛΙΑ ΘΑ ΥΠΟΣΤΗΡΙΞΗ ΤΗΝ ΕΛΛΑΔΑ	[29, 196, 571, 223]
paragraph: Ὁ ὑπουργὸς τῶν Στρατιωτικῶν κ. Μαζαράκης ὑπέβαλε εἰς τὸ Ὑπουργικὸν Συμβούλιον τὰ νομοσχέδια διὰ τὰς οἰκονομίας ἐν τῷ στρατῷ. Ἐπίσης ἀπεφασίσθη ἡ κατάργησις τῶν περιττῶν θέσεων καὶ ἡ ἐλάττωσις τῶν μισθῶν τῶν ἀξιωματικῶν.	[1318, 950, 1590, 1052]
paragraph: ΠΕΡΑΝ 16 Ἰανουαρίου.— Ἐπιδημία γρίππης ἐνέσκηψεν ἐνταῦθα. Καθημερινῶς σημειοῦνται πλεῖστα κρούσματα θανατηφόρα.	[1318, 592, 1590, 650]
signature: ΘΕΟΔΟΣΟΠΟΥΛΟΣ Ταγματάρχης Πεζικοῦ	[1079, 1112, 1297, 1142]
paragraph: ΠΑΡΙΣΙΟΙ,16 Ἰανουαρίου.— Κατ' ἀσφαλεῖς μου πληροφορίας, τόσον κατὰ τὰς ἐν Λονδίνῳ διαπραγματεύσεις ὅσον καὶ κατὰ τὴν ἐν Ἀθήναις συνομιλίαν τοῦ κ. Τσώρτσιλ μετὰ τοῦ κ. Μιχαλακοπούλου, οὐδεμία πρόοδος ἐσημειώθη ἐπὶ τοῦ ζητήματος τῶν πολεμικῶν πρὸς τὴν Ἀγγλίαν χρεῶν τῆς Ἑλλάδος. Ἡ Ἀγγλία ὑπεσχέθη μόνον, ὅτι θὰ	[24, 300, 292, 431]
warships-subheadline: ΑΓΓΛΙΚΩΝ ΠΟΛΕΜΙΚΩΝ	[1347, 1540, 1559, 1558]
paragraph: ΠΑΡΙΣΙΟΙ, 16 Ἰανουαρίου.— Κατὰ τηλεγράφημα ἐκ Βερολίνου, ὁ Μὰρξ ἀνέλαβε τὸν σχηματισμὸν νέου γερμανικοῦ ὑπουργείου καὶ θὰ συσκεφθῇ αὔριον μετὰ τῶν ἀρχηγῶν τῶν κομμάτων ἵνα ἀντιληφθῇ κατὰ πόσον εἶνε δυνατὸν νὰ σχηματίσῃ ὑπουργεῖον, ἀποτελούμενον ἐξ ἀντιπροσώπων τῶν μετριοπαθῶν κομμάτων.	[1318, 322, 1590, 453]
